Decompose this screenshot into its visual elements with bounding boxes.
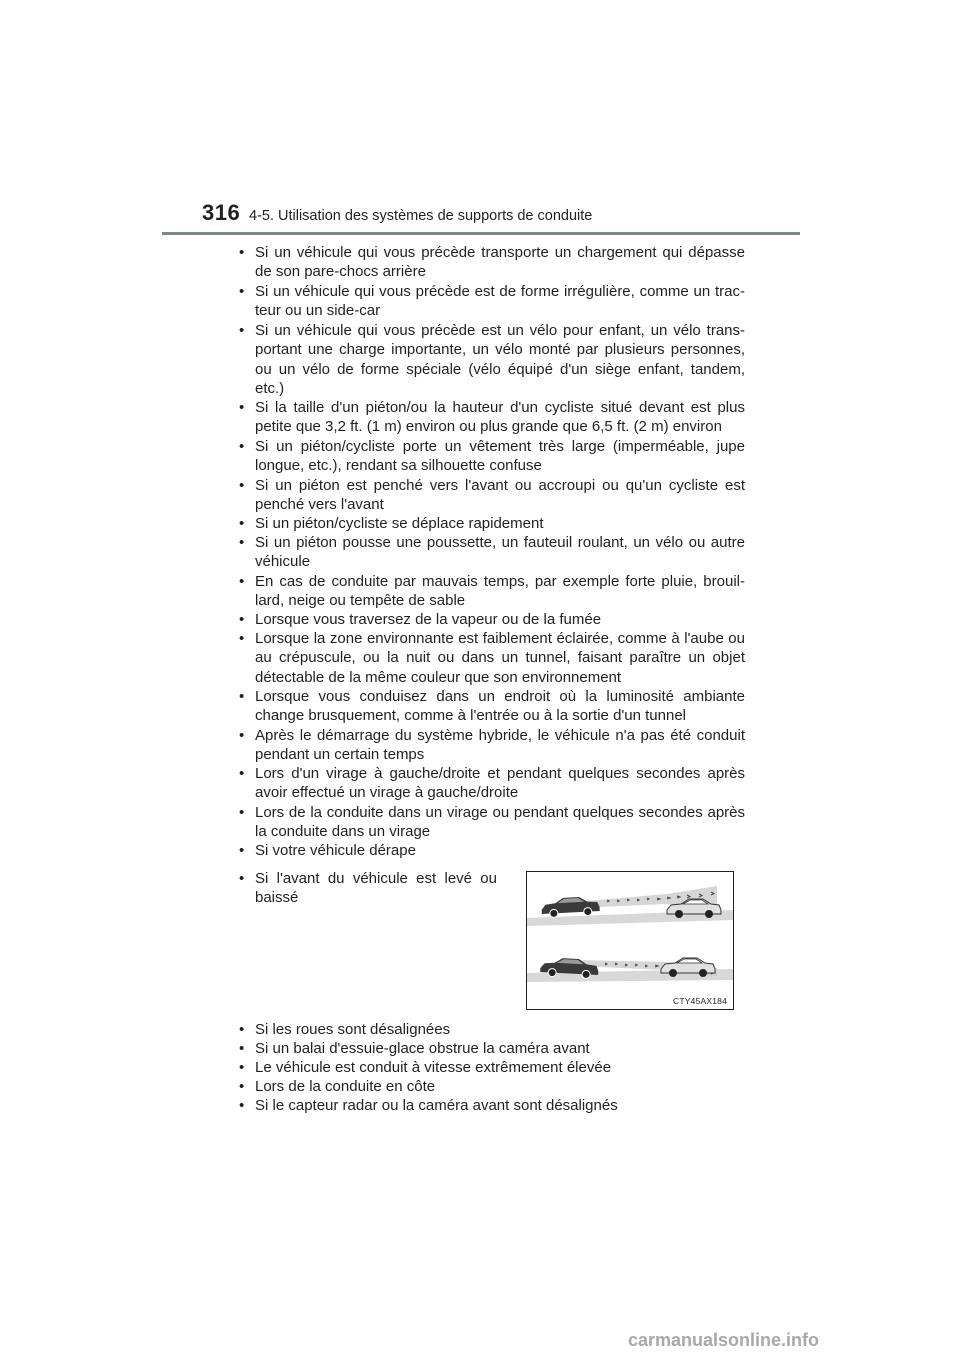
list-item [239,687,745,726]
bullet: • [239,611,245,628]
illustration [527,872,733,1009]
list-item-text: Après le démarrage du système hybride, le véhicule n'a pas été conduit pendant un certain temps [255,727,745,764]
bullet: • [239,244,245,261]
bullet: • [239,870,245,887]
header-divider [162,232,800,235]
list-item [239,398,745,437]
list-item-text: En cas de conduite par mauvais temps, par exemple forte pluie, brouil-lard, neige ou tempête de sable [255,573,745,610]
list-item [239,533,745,572]
list-item [239,243,745,282]
list-item [239,726,745,765]
list-item-text: Si un balai d'essuie-glace obstrue la caméra avant [255,1040,590,1057]
bullet: • [239,727,245,744]
figure-front-raised-lowered [526,871,734,1010]
list-item-text: Si les roues sont désalignées [255,1021,451,1038]
bullet: • [239,804,245,821]
list-item-text: Lors de la conduite dans un virage ou pendant quelques secondes après la conduite dans un virage [255,804,745,841]
bullet: • [239,688,245,705]
list-item [239,514,745,533]
list-item-text: Si l'avant du véhicule est levé ou baissé [255,870,497,907]
list-item [239,437,745,476]
list-item-text: Si un piéton est penché vers l'avant ou accroupi ou qu'un cycliste est penché vers l'avant [255,477,745,514]
list-item [239,282,745,321]
list-item [239,321,745,398]
list-item [239,629,745,687]
list-item [239,610,745,629]
list-item-text: Le véhicule est conduit à vitesse extrêmement élevée [255,1059,612,1076]
list-item-text: Lors de la conduite en côte [255,1078,436,1095]
list-item-text: Si un piéton/cycliste porte un vêtement très large (imperméable, jupe longue, etc.), rendant sa silhouette confuse [255,438,745,475]
list-item [239,869,497,908]
list-item-text: Si votre véhicule dérape [255,842,416,859]
bullet: • [239,438,245,455]
bullet: • [239,534,245,551]
list-item [239,1020,745,1039]
list-item-text: Si un véhicule qui vous précède est de forme irrégulière, comme un trac-teur ou un side-car [255,283,745,320]
list-item-text: Lors d'un virage à gauche/droite et pendant quelques secondes après avoir effectué un virage à gauche/droite [255,765,745,802]
bullet: • [239,399,245,416]
list-item [239,476,745,515]
bullet: • [239,842,245,859]
bullet: • [239,573,245,590]
list-item [239,764,745,803]
watermark: carmanualsonline.info [628,1330,820,1350]
list-item [239,1096,745,1115]
bullet: • [239,477,245,494]
list-item-text: Si un piéton pousse une poussette, un fauteuil roulant, un vélo ou autre véhicule [255,534,745,571]
bullet: • [239,630,245,647]
bullet: • [239,1040,245,1057]
bullet: • [239,1078,245,1095]
list-item-text: Lorsque vous conduisez dans un endroit où la luminosité ambiante change brusquement, comme à l'entrée ou à la sortie d'un tunnel [255,688,745,725]
list-item-text: Si le capteur radar ou la caméra avant sont désalignés [255,1097,618,1114]
bullet: • [239,283,245,300]
section-title: 4-5. Utilisation des systèmes de supports de conduite [249,208,593,224]
page-number: 316 [202,200,241,225]
list-item-text: Si un piéton/cycliste se déplace rapidement [255,515,544,532]
list-item [239,1039,745,1058]
figure-label: CTY45AX184 [673,996,727,1006]
list-item [239,1077,745,1096]
list-item [239,572,745,611]
bullet: • [239,322,245,339]
list-item-text: Lorsque la zone environnante est faiblement éclairée, comme à l'aube ou au crépuscule, ou la nuit ou dans un tunnel, faisant paraître un objet détectable de la même couleur que son environnement [255,630,745,686]
bullet: • [239,1059,245,1076]
list-item [239,803,745,842]
list-item [239,1058,745,1077]
list-item [239,841,745,860]
bullet: • [239,515,245,532]
bullet: • [239,765,245,782]
list-item-text: Si la taille d'un piéton/ou la hauteur d'un cycliste situé devant est plus petite que 3,2 ft. (1 m) environ ou plus grande que 6,5 ft. (2 m) environ [255,399,745,436]
bullet: • [239,1021,245,1038]
list-item-text: Lorsque vous traversez de la vapeur ou de la fumée [255,611,602,628]
list-item-text: Si un véhicule qui vous précède est un vélo pour enfant, un vélo trans-portant une charge importante, un vélo monté par plusieurs personnes, ou un vélo de forme spéciale (vélo équipé d'un siège enfant, tandem, etc.) [255,322,745,397]
list-item-text: Si un véhicule qui vous précède transporte un chargement qui dépasse de son pare-chocs arrière [255,244,745,281]
bullet: • [239,1097,245,1114]
